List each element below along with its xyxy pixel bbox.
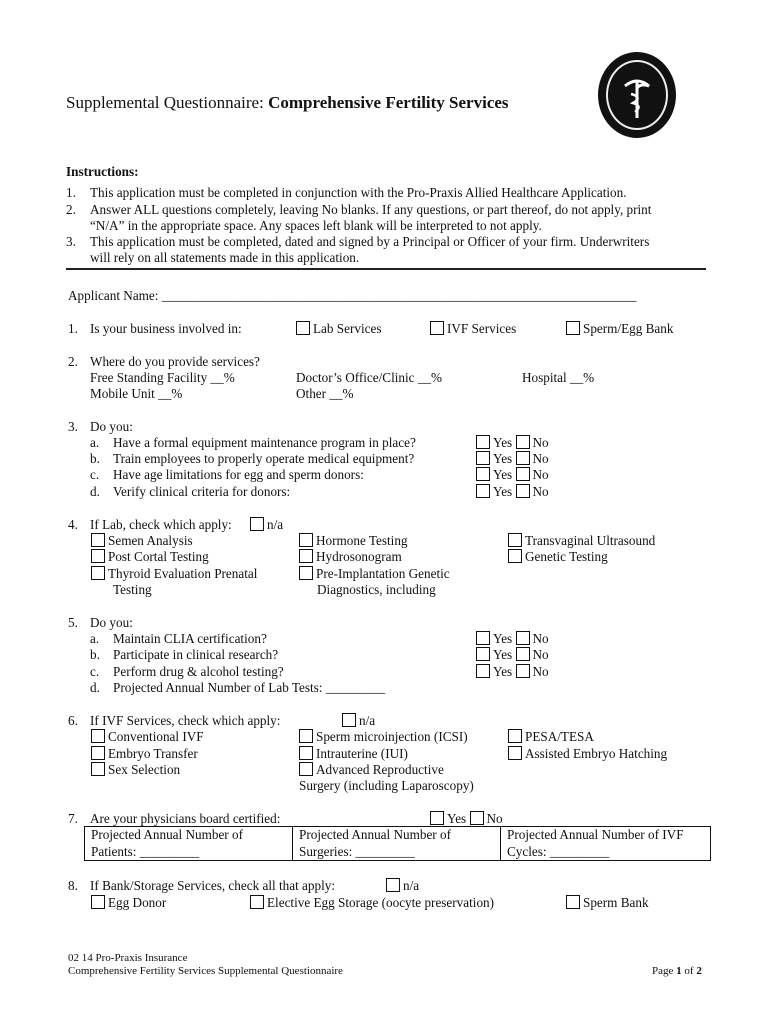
option-label: Semen Analysis xyxy=(108,533,193,548)
q8-sperm-bank[interactable] xyxy=(566,895,649,912)
q1-lab-services[interactable] xyxy=(296,321,381,338)
yes-checkbox[interactable] xyxy=(476,484,490,498)
instruction-2-text: Answer ALL questions completely, leaving No blanks. If any questions, or part thereof, do not apply, print xyxy=(90,202,652,217)
checkbox[interactable] xyxy=(430,321,444,335)
title-prefix: Supplemental Questionnaire: xyxy=(66,93,264,112)
q5b-yes-no[interactable] xyxy=(476,647,549,664)
checkbox[interactable] xyxy=(250,517,264,531)
pro-praxis-logo xyxy=(598,52,676,138)
q3c-yes-no[interactable] xyxy=(476,467,549,484)
q4-na[interactable] xyxy=(250,517,283,534)
checkbox[interactable] xyxy=(91,729,105,743)
q5a-letter: a. xyxy=(90,631,100,646)
checkbox[interactable] xyxy=(299,566,313,580)
no-label: No xyxy=(532,451,549,466)
surgeries-cell[interactable] xyxy=(293,827,501,861)
option-label: Advanced Reproductive xyxy=(316,762,444,777)
checkbox[interactable] xyxy=(91,566,105,580)
option-label: Genetic Testing xyxy=(525,549,608,564)
option-label: Sperm Bank xyxy=(583,895,649,910)
checkbox[interactable] xyxy=(91,549,105,563)
na-label: n/a xyxy=(267,517,284,532)
page-current: 1 xyxy=(676,965,682,977)
q2-free-standing[interactable]: Free Standing Facility __% xyxy=(90,370,235,385)
q6-text: If IVF Services, check which apply: xyxy=(90,713,281,728)
page-total: 2 xyxy=(696,965,702,977)
q5d-letter: d. xyxy=(90,680,100,695)
q8-text: If Bank/Storage Services, check all that apply: xyxy=(90,878,335,893)
q6-embryo-transfer[interactable] xyxy=(91,746,198,763)
q7-num: 7. xyxy=(68,811,78,826)
q5-num: 5. xyxy=(68,615,78,630)
option-label: Conventional IVF xyxy=(108,729,204,744)
q3d-yes-no[interactable] xyxy=(476,484,549,501)
q8-num: 8. xyxy=(68,878,78,893)
checkbox[interactable] xyxy=(299,762,313,776)
checkbox[interactable] xyxy=(386,878,400,892)
q3-num: 3. xyxy=(68,419,78,434)
yes-label: Yes xyxy=(493,631,513,646)
q4-thyroid-cont: Testing xyxy=(113,582,152,597)
q3c-text: Have age limitations for egg and sperm donors: xyxy=(113,467,364,482)
yes-checkbox[interactable] xyxy=(476,451,490,465)
yes-checkbox[interactable] xyxy=(476,435,490,449)
option-label: Intrauterine (IUI) xyxy=(316,746,408,761)
q1-sperm-egg-bank[interactable] xyxy=(566,321,673,338)
option-label: Elective Egg Storage (oocyte preservation) xyxy=(267,895,495,910)
q1-text: Is your business involved in: xyxy=(90,321,242,336)
yes-label: Yes xyxy=(493,435,513,450)
option-label: Egg Donor xyxy=(108,895,167,910)
q5b-text: Participate in clinical research? xyxy=(113,647,279,662)
yes-checkbox[interactable] xyxy=(476,631,490,645)
option-label: Transvaginal Ultrasound xyxy=(525,533,656,548)
q3b-text: Train employees to properly operate medical equipment? xyxy=(113,451,415,466)
q4-pre-implantation-cont: Diagnostics, including xyxy=(317,582,436,597)
footer-line-1: 02 14 Pro-Praxis Insurance xyxy=(68,952,188,964)
patients-cell[interactable] xyxy=(85,827,293,861)
q6-num: 6. xyxy=(68,713,78,728)
instruction-1-text: This application must be completed in conjunction with the Pro-Praxis Allied Healthcare Application. xyxy=(90,185,627,200)
no-label: No xyxy=(532,647,549,662)
option-label: Embryo Transfer xyxy=(108,746,198,761)
instructions-heading: Instructions: xyxy=(66,164,139,179)
q5c-letter: c. xyxy=(90,664,100,679)
checkbox[interactable] xyxy=(508,549,522,563)
q4-post-cortal[interactable] xyxy=(91,549,209,566)
option-label: Assisted Embryo Hatching xyxy=(525,746,668,761)
page-of: of xyxy=(684,965,694,977)
yes-checkbox[interactable] xyxy=(476,664,490,678)
no-label: No xyxy=(532,484,549,499)
q3c-letter: c. xyxy=(90,467,100,482)
page-title xyxy=(66,95,509,112)
q8-egg-donor[interactable] xyxy=(91,895,166,912)
option-label: Thyroid Evaluation Prenatal xyxy=(108,566,258,581)
q5c-yes-no[interactable] xyxy=(476,664,549,681)
q4-text: If Lab, check which apply: xyxy=(90,517,232,532)
cell-label: Projected Annual Number of xyxy=(299,827,451,842)
yes-label: Yes xyxy=(493,664,513,679)
checkbox[interactable] xyxy=(299,533,313,547)
no-label: No xyxy=(532,435,549,450)
no-label: No xyxy=(532,631,549,646)
page-prefix: Page xyxy=(652,965,674,977)
checkbox[interactable] xyxy=(508,533,522,547)
option-label: Sperm microinjection (ICSI) xyxy=(316,729,468,744)
instruction-2-num: 2. xyxy=(66,202,76,217)
checkbox[interactable] xyxy=(296,321,310,335)
yes-label: Yes xyxy=(493,467,513,482)
q3-text: Do you: xyxy=(90,419,133,434)
option-label: Hormone Testing xyxy=(316,533,408,548)
footer-line-2: Comprehensive Fertility Services Supplemental Questionnaire xyxy=(68,965,343,977)
no-label: No xyxy=(486,811,503,826)
checkbox[interactable] xyxy=(566,321,580,335)
no-checkbox[interactable] xyxy=(516,467,530,481)
q4-pre-implantation[interactable] xyxy=(299,566,450,583)
q6-advanced-reproductive-cont: Surgery (including Laparoscopy) xyxy=(299,778,474,793)
q2-doctor-office[interactable]: Doctor’s Office/Clinic __% xyxy=(296,370,443,385)
no-checkbox[interactable] xyxy=(516,435,530,449)
q4-semen-analysis[interactable] xyxy=(91,533,193,550)
q5c-text: Perform drug & alcohol testing? xyxy=(113,664,284,679)
option-label: IVF Services xyxy=(447,321,517,336)
q2-text: Where do you provide services? xyxy=(90,354,260,369)
yes-checkbox[interactable] xyxy=(430,811,444,825)
instruction-2-text-cont: “N/A” in the appropriate space. Any spaces left blank will be interpreted to not apply. xyxy=(90,218,542,233)
q3a-yes-no[interactable] xyxy=(476,435,549,452)
projection-table xyxy=(84,826,711,861)
q7-text: Are your physicians board certified: xyxy=(90,811,281,826)
checkbox[interactable] xyxy=(299,549,313,563)
q6-assisted-hatching[interactable] xyxy=(508,746,667,763)
q1-num: 1. xyxy=(68,321,78,336)
checkbox[interactable] xyxy=(250,895,264,909)
checkbox[interactable] xyxy=(91,746,105,760)
checkbox[interactable] xyxy=(299,729,313,743)
q1-ivf-services[interactable] xyxy=(430,321,516,338)
q3a-letter: a. xyxy=(90,435,100,450)
q4-transvaginal[interactable] xyxy=(508,533,655,550)
q8-elective-egg-storage[interactable] xyxy=(250,895,494,912)
title-bold: Comprehensive Fertility Services xyxy=(268,93,509,112)
q6-icsi[interactable] xyxy=(299,729,468,746)
applicant-name-field[interactable]: Applicant Name: ________________________________________________________________________ xyxy=(68,288,637,303)
q4-num: 4. xyxy=(68,517,78,532)
checkbox[interactable] xyxy=(91,533,105,547)
checkbox[interactable] xyxy=(566,895,580,909)
yes-checkbox[interactable] xyxy=(476,467,490,481)
q3d-text: Verify clinical criteria for donors: xyxy=(113,484,291,499)
option-label: Lab Services xyxy=(313,321,382,336)
option-label: Hydrosonogram xyxy=(316,549,402,564)
yes-checkbox[interactable] xyxy=(476,647,490,661)
q6-conventional-ivf[interactable] xyxy=(91,729,204,746)
q3a-text: Have a formal equipment maintenance program in place? xyxy=(113,435,416,450)
no-label: No xyxy=(532,467,549,482)
instruction-3-text-cont: will rely on all statements made in this application. xyxy=(90,250,360,265)
q2-mobile-unit[interactable]: Mobile Unit __% xyxy=(90,386,183,401)
cell-field: Patients: _________ xyxy=(91,843,200,859)
cell-field: Cycles: _________ xyxy=(507,843,610,859)
page-number xyxy=(652,965,702,978)
q6-sex-selection[interactable] xyxy=(91,762,180,779)
option-label: PESA/TESA xyxy=(525,729,594,744)
yes-label: Yes xyxy=(447,811,467,826)
checkbox[interactable] xyxy=(342,713,356,727)
q6-na[interactable] xyxy=(342,713,375,730)
q3b-letter: b. xyxy=(90,451,100,466)
yes-label: Yes xyxy=(493,484,513,499)
no-checkbox[interactable] xyxy=(516,451,530,465)
q3d-letter: d. xyxy=(90,484,100,499)
checkbox[interactable] xyxy=(508,729,522,743)
no-checkbox[interactable] xyxy=(516,631,530,645)
q2-num: 2. xyxy=(68,354,78,369)
q5d-lab-tests-field[interactable]: Projected Annual Number of Lab Tests: _________ xyxy=(113,680,386,695)
no-checkbox[interactable] xyxy=(516,647,530,661)
q2-hospital[interactable]: Hospital __% xyxy=(522,370,595,385)
no-checkbox[interactable] xyxy=(516,664,530,678)
option-label: Sex Selection xyxy=(108,762,181,777)
q5-text: Do you: xyxy=(90,615,133,630)
cell-label: Projected Annual Number of xyxy=(91,827,243,842)
checkbox[interactable] xyxy=(508,746,522,760)
q4-hydrosonogram[interactable] xyxy=(299,549,402,566)
ivf-cycles-cell[interactable] xyxy=(501,827,711,861)
no-checkbox[interactable] xyxy=(470,811,484,825)
instruction-3-text: This application must be completed, dated and signed by a Principal or Officer of your firm. Underwriters xyxy=(90,234,650,249)
instruction-1-num: 1. xyxy=(66,185,76,200)
q4-thyroid[interactable] xyxy=(91,566,257,583)
divider xyxy=(66,268,706,270)
caduceus-icon xyxy=(606,60,668,130)
na-label: n/a xyxy=(359,713,376,728)
yes-label: Yes xyxy=(493,451,513,466)
q8-na[interactable] xyxy=(386,878,419,895)
q2-other[interactable]: Other __% xyxy=(296,386,354,401)
checkbox[interactable] xyxy=(91,762,105,776)
no-checkbox[interactable] xyxy=(516,484,530,498)
instruction-3-num: 3. xyxy=(66,234,76,249)
checkbox[interactable] xyxy=(299,746,313,760)
option-label: Sperm/Egg Bank xyxy=(583,321,674,336)
no-label: No xyxy=(532,664,549,679)
checkbox[interactable] xyxy=(91,895,105,909)
option-label: Pre-Implantation Genetic xyxy=(316,566,450,581)
option-label: Post Cortal Testing xyxy=(108,549,209,564)
q5b-letter: b. xyxy=(90,647,100,662)
q3b-yes-no[interactable] xyxy=(476,451,549,468)
q6-pesa-tesa[interactable] xyxy=(508,729,594,746)
q4-hormone-testing[interactable] xyxy=(299,533,408,550)
q4-genetic-testing[interactable] xyxy=(508,549,608,566)
cell-label: Projected Annual Number of IVF xyxy=(507,827,684,842)
q5a-yes-no[interactable] xyxy=(476,631,549,648)
q6-iui[interactable] xyxy=(299,746,408,763)
cell-field: Surgeries: _________ xyxy=(299,843,415,859)
q6-advanced-reproductive[interactable] xyxy=(299,762,444,779)
na-label: n/a xyxy=(403,878,420,893)
q5a-text: Maintain CLIA certification? xyxy=(113,631,267,646)
yes-label: Yes xyxy=(493,647,513,662)
